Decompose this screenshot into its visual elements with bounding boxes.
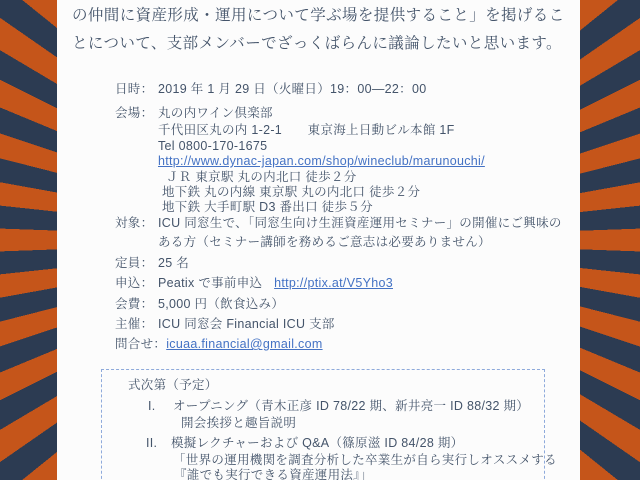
venue-address: 千代田区丸の内 1-2-1 東京海上日動ビル本館 1F [158, 123, 455, 137]
datetime-label: 日時： [115, 82, 154, 96]
agenda-item1-text: オープニング（青木正彦 ID 78/22 期、新井亮一 ID 88/32 期） [173, 399, 530, 413]
access-jr: ＪＲ 東京駅 丸の内北口 徒歩２分 [166, 170, 357, 184]
apply-value [158, 275, 393, 291]
target-line-1: ICU 同窓生で、「同窓生向け生涯資産運用セミナー」の開催にご興味の [158, 216, 562, 230]
agenda-item1-numeral: I. [148, 399, 156, 413]
datetime-value: 2019 年 1 月 29 日（火曜日）19：00—22：00 [158, 82, 427, 96]
agenda-item2-subtext-2: 『誰でも実行できる資産運用法』」 [174, 468, 373, 480]
contact-email-link[interactable]: icuaa.financial@gmail.com [166, 337, 323, 351]
access-metro-marunouchi: 地下鉄 丸の内線 東京駅 丸の内北口 徒歩２分 [162, 185, 421, 199]
agenda-title: 式次第（予定） [128, 378, 218, 392]
contact-row [115, 336, 323, 352]
host-label: 主催： [115, 317, 154, 331]
apply-peatix-link[interactable]: http://ptix.at/V5Yho3 [274, 276, 393, 290]
access-metro-otemachi: 地下鉄 大手町駅 D3 番出口 徒歩５分 [162, 200, 373, 214]
fee-value: 5,000 円（飲食込み） [158, 297, 285, 311]
venue-name: 丸の内ワイン倶楽部 [158, 106, 273, 120]
target-line-2: ある方（セミナー講師を務めるご意志は必要ありません） [158, 235, 491, 249]
venue-tel: Tel 0800-170-1675 [158, 139, 268, 153]
agenda-item2-text: 模擬レクチャーおよび Q&A（篠原滋 ID 84/28 期） [171, 436, 464, 450]
agenda-item2-subtext-1: 「世界の運用機関を調査分析した卒業生が自ら実行しオススメする [173, 453, 557, 467]
venue-url-link[interactable]: http://www.dynac-japan.com/shop/wineclub/marunouchi/ [158, 154, 485, 168]
host-value: ICU 同窓会 Financial ICU 支部 [158, 317, 335, 331]
target-label: 対象： [115, 216, 154, 230]
apply-label: 申込： [115, 276, 154, 290]
agenda-box [101, 369, 557, 480]
venue-label: 会場： [115, 106, 154, 120]
intro-line-1: の仲間に資産形成・運用について学ぶ場を提供すること」を掲げるこ [72, 7, 565, 24]
agenda-item1-subtext: 開会挨拶と趣旨説明 [181, 416, 297, 430]
capacity-label: 定員： [115, 256, 154, 270]
fee-label: 会費： [115, 297, 154, 311]
capacity-value: 25 名 [158, 256, 190, 270]
agenda-item2-numeral: II. [146, 436, 158, 450]
intro-line-2: とについて、支部メンバーでざっくばらんに議論したいと思います。 [72, 35, 562, 52]
flyer-panel [57, 0, 580, 480]
apply-text: Peatix で事前申込 [158, 276, 263, 290]
contact-label: 問合せ： [115, 337, 167, 351]
